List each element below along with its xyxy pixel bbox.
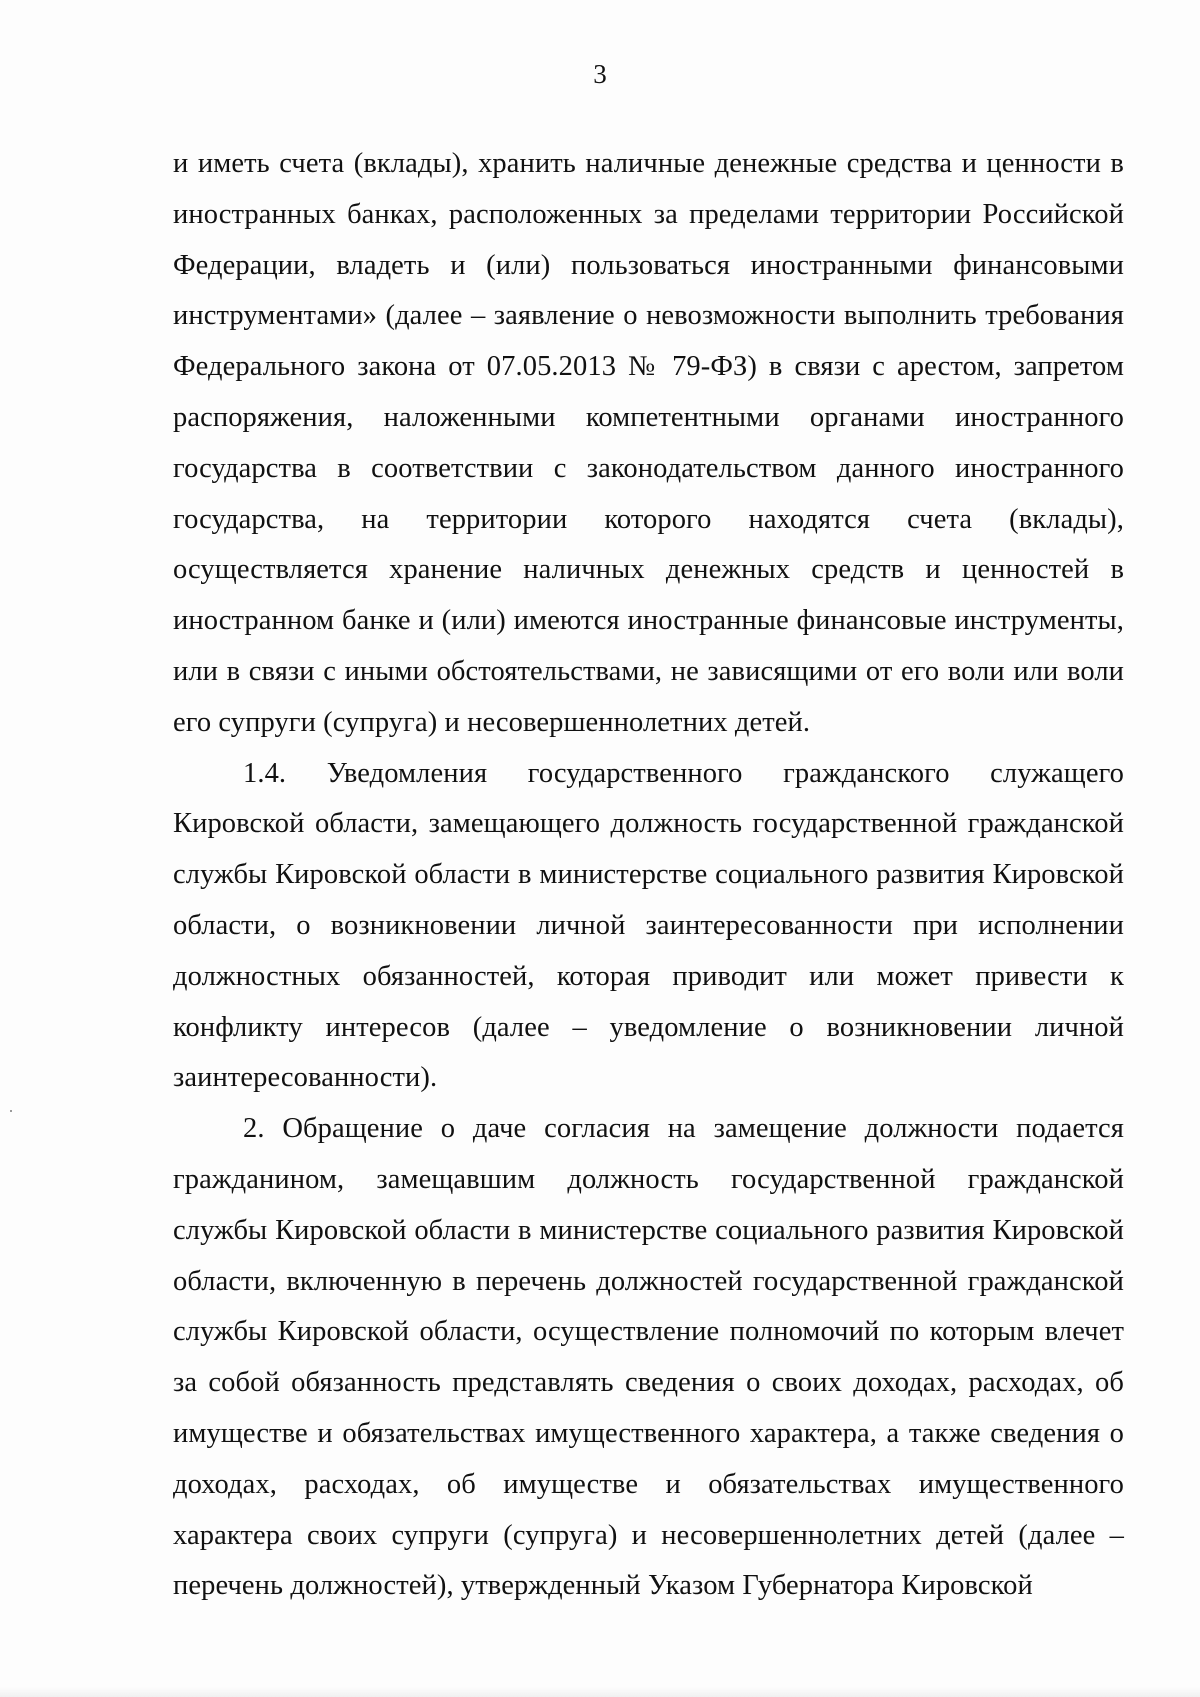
paragraph-1-4-notification: 1.4. Уведомления государственного гражданского служащего Кировской области, замещающего должность государственной гражданской службы Кировской области в министерстве социального развития Кировской области, о возникновении личной заинтересованности при исполнении должностных обязанностей, которая приводит или может привести к конфликту интересов (далее – уведомление о возникновении личной заинтересованности).	[173, 757, 1124, 1094]
scan-artifact	[10, 1110, 12, 1112]
paragraph-2-consent-request: 2. Обращение о даче согласия на замещение должности подается гражданином, замещавшим должность государственной гражданской службы Кировской области в министерстве социального развития Кировской области, включенную в перечень должностей государственной гражданской службы Кировской области, осуществление полномочий по которым влечет за собой обязанность представлять сведения о своих доходах, расходах, об имуществе и обязательствах имущественного характера, а также сведения о доходах, расходах, об имуществе и обязательствах имущественного характера своих супруги (супруга) и несовершеннолетних детей (далее – перечень должностей), утвержденный Указом Губернатора Кировской	[173, 1113, 1124, 1602]
paragraph-continuation: и иметь счета (вклады), хранить наличные денежные средства и ценности в иностранных банках, расположенных за пределами территории Российской Федерации, владеть и (или) пользоваться иностранными финансовыми инструментами» (далее – заявление о невозможности выполнить требования Федерального закона от 07.05.2013 № 79-ФЗ) в связи с арестом, запретом распоряжения, наложенными компетентными органами иностранного государства в соответствии с законодательством данного иностранного государства, на территории которого находятся счета (вклады), осуществляется хранение наличных денежных средств и ценностей в иностранном банке и (или) имеются иностранные финансовые инструменты, или в связи с иными обстоятельствами, не зависящими от его воли или воли его супруги (супруга) и несовершеннолетних детей.	[173, 148, 1124, 738]
page-number: 3	[593, 59, 607, 89]
page-bottom-edge	[0, 1687, 1200, 1697]
document-body	[173, 139, 1124, 1612]
